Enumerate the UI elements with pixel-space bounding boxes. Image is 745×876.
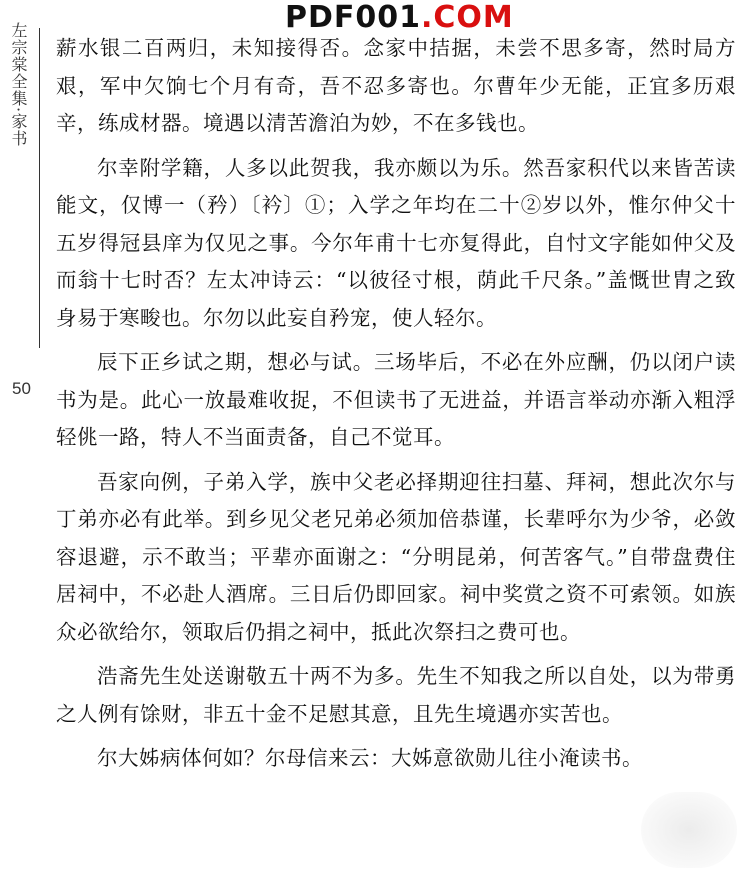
site-watermark [285, 0, 514, 38]
paragraph-5: 浩斋先生处送谢敬五十两不为多。先生不知我之所以自处，以为带勇之人例有馀财，非五十金不足慰其意，且先生境遇亦实苦也。 [56, 664, 736, 726]
paragraph-3: 辰下正乡试之期，想必与试。三场毕后，不必在外应酬，仍以闭户读书为是。此心一放最难收捉，不但读书了无进益，并语言举动亦渐入粗浮轻佻一路，特人不当面责备，自己不觉耳。 [56, 350, 736, 449]
paragraph-4: 吾家向例，子弟入学，族中父老必择期迎往扫墓、拜祠，想此次尔与丁弟亦必有此举。到乡见父老兄弟必须加倍恭谨，长辈呼尔为少爷，必敛容退避，示不敢当；平辈亦面谢之：“分明昆弟，何苦客气。”自带盘费住居祠中，不必赴人酒席。三日后仍即回家。祠中奖赏之资不可索领。如族众必欲给尔，领取后仍捐之祠中，抵此次祭扫之费可也。 [56, 469, 736, 644]
page-number: 50 [12, 379, 31, 398]
faded-stamp-mark [641, 792, 737, 868]
watermark-brand: PDF001 [285, 0, 422, 35]
paragraph-2: 尔幸附学籍，人多以此贺我，我亦颇以为乐。然吾家积代以来皆苦读能文，仅博一（矜）〔衿〕①；入学之年均在二十②岁以外，惟尔仲父十五岁得冠县庠为仅见之事。今尔年甫十七亦复得此，自忖文字能如仲父及而翁十七时否？左太冲诗云：“以彼径寸根，荫此千尺条。”盖慨世胄之致身易于寒畯也。尔勿以此妄自矜宠，使人轻尔。 [56, 155, 736, 330]
header-divider [39, 28, 40, 348]
running-header: 左宗棠全集·家书 [9, 22, 28, 148]
paragraph-1: 薪水银二百两归，未知接得否。念家中拮据，未尝不思多寄，然时局方艰，军中欠饷七个月有奇，吾不忍多寄也。尔曹年少无能，正宜多历艰辛，练成材器。境遇以清苦澹泊为妙，不在多钱也。 [56, 36, 736, 135]
paragraph-6: 尔大姊病体何如？尔母信来云：大姊意欲勋儿往小淹读书。 [97, 746, 643, 770]
letter-body [56, 30, 736, 778]
watermark-domain: .COM [421, 0, 514, 35]
